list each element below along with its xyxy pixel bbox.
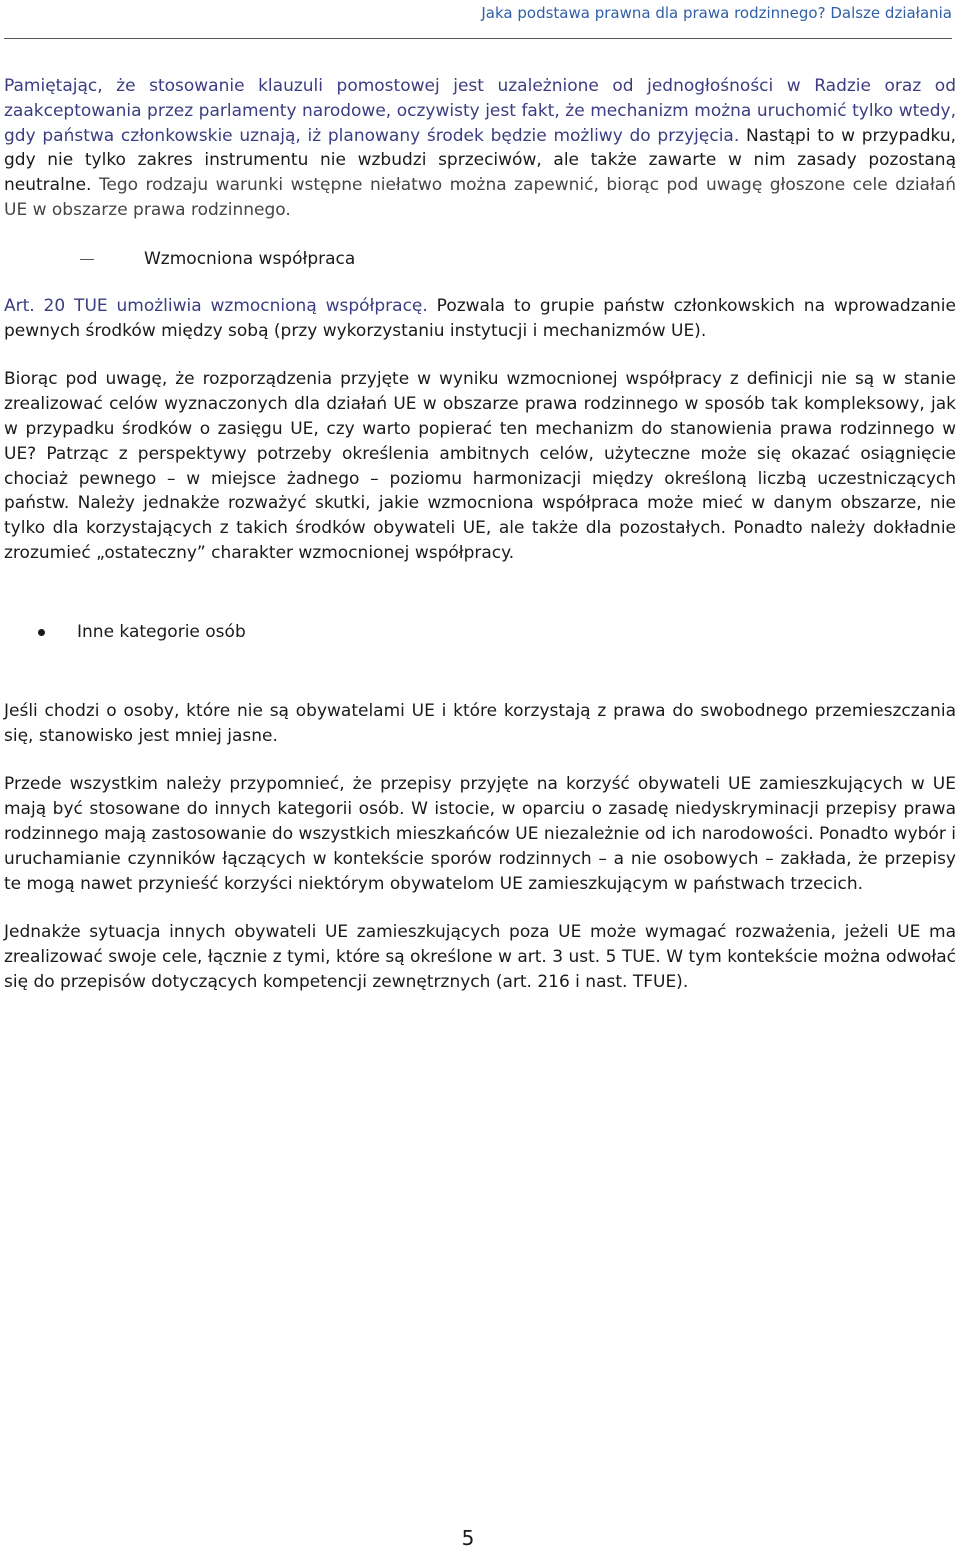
paragraph-external-competence — [4, 920, 956, 994]
sentence: Pozwala to grupie państw członkowskich na wprowadzanie pewnych środków między sobą (przy wykorzystaniu instytucji i mechanizmów UE). — [4, 295, 956, 341]
header-rule — [4, 38, 952, 39]
bullet-list-item-label: Inne kategorie osób — [77, 621, 246, 642]
bullet-dot-icon — [38, 629, 45, 636]
sentence: W istocie, w oparciu o zasadę niedyskryminacji przepisy prawa rodzinnego mają zastosowanie do wszystkich mieszkańców UE niezależnie od ich narodowości. — [4, 799, 956, 844]
bullet-list-item — [4, 620, 956, 645]
sentence: Art. 20 TUE umożliwia wzmocnioną współpracę. — [4, 295, 428, 316]
sentence: Jeśli chodzi o osoby, które nie są obywatelami UE i które korzystają z prawa do swobodnego przemieszczania się, stanowisko jest mniej jasne. — [4, 700, 956, 746]
dash-bullet-icon — [80, 259, 94, 260]
sentence: Ponadto należy dokładnie zrozumieć „ostateczny” charakter wzmocnionej współpracy. — [4, 518, 957, 563]
sentence: Przede wszystkim należy przypomnieć, że przepisy przyjęte na korzyść obywateli UE zamieszkujących w UE mają być stosowane do innych kategorii osób. — [4, 774, 956, 820]
running-header: Jaka podstawa prawna dla prawa rodzinnego? Dalsze działania — [481, 4, 952, 22]
sentence: Jednakże sytuacja innych obywateli UE zamieszkujących poza UE może wymagać rozważenia, jeżeli UE ma zrealizować swoje cele, łącznie z tymi, które są określone w art. 3 ust. 5 TUE. — [4, 922, 956, 968]
paragraph-art-20 — [4, 294, 956, 344]
sentence: Ponadto wybór i uruchamianie czynników łączących w kontekście sporów rodzinnych – a nie osobowych – zakłada, że przepisy te mogą nawet przynieść korzyści niektórym obywatelom UE zamieszkującym w państwach trzecich. — [4, 823, 956, 894]
dash-list-item-label: Wzmocniona współpraca — [144, 248, 356, 269]
paragraph-bridging-clause — [4, 74, 956, 223]
sentence: Biorąc pod uwagę, że rozporządzenia przyjęte w wyniku wzmocnionej współpracy z definicji nie są w stanie zrealizować celów wyznaczonych dla działań UE w obszarze prawa rodzinnego w sposób tak kompleksowy, jak w przypadku środków o zasięgu UE, czy warto popierać ten mechanizm do stanowienia prawa rodzinnego w UE? — [4, 369, 956, 464]
paragraph-enhanced-cooperation — [4, 367, 956, 565]
paragraph-non-discrimination — [4, 772, 956, 896]
document-body — [4, 74, 956, 1019]
sentence: Patrząc z perspektywy potrzeby określenia ambitnych celów, użyteczne może się okazać osiągnięcie chociaż pewnego – w miejsce żadnego – poziomu harmonizacji między określoną liczbą uczestniczących państw. — [4, 443, 957, 514]
sentence: Należy jednakże rozważyć skutki, jakie wzmocniona współpraca może mieć w danym obszarze, nie tylko dla korzystających z takich środków obywateli UE, ale także dla pozostałych. — [4, 493, 956, 539]
sentence: Pamiętając, że stosowanie klauzuli pomostowej jest uzależnione od jednogłośności w Radzie oraz od zaakceptowania przez parlamenty narodowe, oczywisty jest fakt, że mechanizm można uruchomić tylko wtedy, gdy państwa członkowskie uznają, iż planowany środek będzie możliwy do przyjęcia. — [4, 76, 956, 146]
sentence: Nastąpi to w przypadku, gdy nie tylko zakres instrumentu nie wzbudzi sprzeciwów, ale także zawarte w nim zasady pozostaną neutralne. — [4, 125, 956, 196]
sentence: W tym kontekście można odwołać się do przepisów dotyczących kompetencji zewnętrznych (art. 216 i nast. TFUE). — [4, 947, 956, 992]
paragraph-non-eu-persons — [4, 699, 956, 749]
page-number: 5 — [461, 1526, 475, 1550]
sentence: Tego rodzaju warunki wstępne niełatwo można zapewnić, biorąc pod uwagę głoszone cele działań UE w obszarze prawa rodzinnego. — [4, 175, 957, 220]
dash-list-item — [4, 247, 956, 272]
